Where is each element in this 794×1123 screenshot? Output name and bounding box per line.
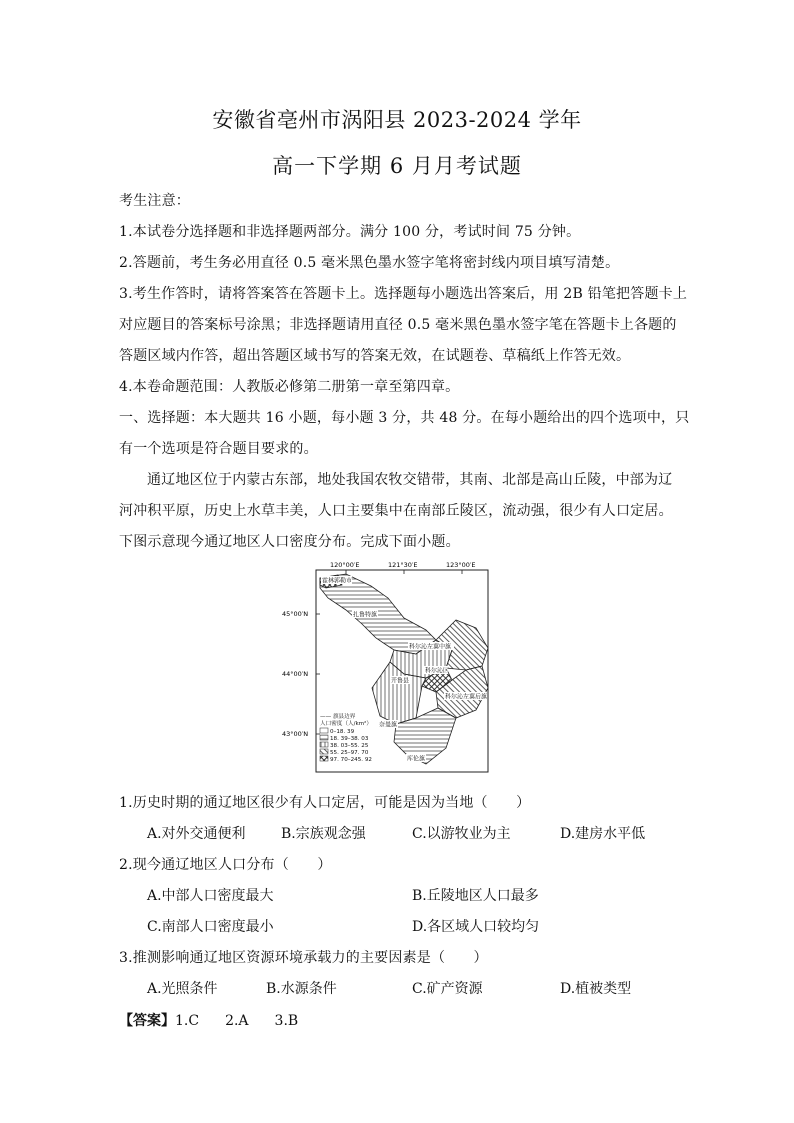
notice-item-3-line3: 答题区域内作答，超出答题区域书写的答案无效，在试题卷、草稿纸上作答无效。: [119, 348, 631, 364]
legend-boundary: —— 旗县边界: [320, 714, 356, 720]
legend-swatch: [320, 742, 328, 747]
question-3-option-d: D.植被类型: [560, 981, 632, 997]
place-label: 科尔沁左翼中旗: [409, 643, 452, 651]
passage-line1: 通辽地区位于内蒙古东部，地处我国农牧交错带，其南、北部是高山丘陵，中部为辽: [147, 472, 673, 488]
question-3-stem: 3.推测影响通辽地区资源环境承载力的主要因素是（ ）: [119, 950, 488, 966]
answer-2: 2.A: [225, 1013, 249, 1029]
passage-line2: 河冲积平原，历史上水草丰美，人口主要集中在南部丘陵区，流动强，很少有人口定居。: [119, 503, 673, 519]
answer-3: 3.B: [274, 1013, 299, 1029]
notice-item-4: 4.本卷命题范围：人教版必修第二册第一章至第四章。: [119, 379, 460, 395]
question-2-option-a: A.中部人口密度最大: [147, 888, 274, 904]
lat-label: 43°00′N: [282, 730, 309, 738]
place-label: 扎鲁特旗: [353, 611, 378, 619]
answer-1: 1.C: [175, 1013, 200, 1029]
legend-class: 38. 03–55. 25: [330, 743, 369, 749]
lon-label: 123°00′E: [446, 561, 476, 569]
page-title-line1: 安徽省亳州市涡阳县 2023-2024 学年: [212, 108, 582, 132]
place-label: 科尔沁左翼后旗: [445, 693, 488, 701]
lat-label: 44°00′N: [282, 670, 309, 678]
question-1-option-a: A.对外交通便利: [147, 826, 246, 842]
notice-heading: 考生注意：: [119, 193, 190, 209]
lon-label: 121°30′E: [388, 561, 418, 569]
place-label: 奈曼旗: [379, 721, 398, 729]
question-2-stem: 2.现今通辽地区人口分布（ ）: [119, 857, 332, 873]
place-label: 开鲁县: [391, 677, 410, 685]
legend-class: 0–18. 39: [330, 729, 355, 735]
page-title-line2: 高一下学期 6 月月考试题: [272, 154, 522, 178]
question-1-option-d: D.建房水平低: [560, 826, 646, 842]
legend-swatch: [320, 756, 328, 761]
legend-title: 人口密度（人/km²）: [320, 721, 372, 727]
legend-class: 55. 25–97. 70: [330, 750, 369, 756]
section-heading-line2: 有一个选项是符合题目要求的。: [119, 441, 318, 457]
question-1-option-b: B.宗族观念强: [281, 826, 366, 842]
question-2-option-c: C.南部人口密度最小: [147, 919, 274, 935]
legend-swatch: [320, 735, 328, 740]
population-density-map: [276, 558, 516, 776]
question-2-option-b: B.丘陵地区人口最多: [412, 888, 539, 904]
answer-label: 【答案】: [119, 1013, 175, 1029]
legend-swatch: [320, 749, 328, 754]
passage-line3: 下图示意现今通辽地区人口密度分布。完成下面小题。: [119, 534, 460, 550]
legend-class: 18. 39–38. 03: [330, 736, 369, 742]
lon-label: 120°00′E: [330, 561, 360, 569]
place-label: 霍林郭勒市: [322, 577, 353, 585]
place-label: 科尔沁区: [425, 667, 450, 675]
notice-item-3-line2: 对应题目的答案标号涂黑；非选择题请用直径 0.5 毫米黑色墨水签字笔在答题卡上各题的: [119, 317, 677, 333]
question-3-option-c: C.矿产资源: [412, 981, 483, 997]
place-label: 库伦旗: [407, 755, 426, 763]
notice-item-3-line1: 3.考生作答时，请将答案答在答题卡上。选择题每小题选出答案后，用 2B 铅笔把答题卡上: [119, 286, 688, 302]
question-3-option-a: A.光照条件: [147, 981, 218, 997]
question-3-option-b: B.水源条件: [266, 981, 337, 997]
question-1-option-c: C.以游牧业为主: [412, 826, 511, 842]
question-2-option-d: D.各区域人口较均匀: [412, 919, 540, 935]
legend-class: 97. 70–245. 92: [330, 757, 372, 763]
notice-item-1: 1.本试卷分选择题和非选择题两部分。满分 100 分，考试时间 75 分钟。: [119, 224, 581, 240]
notice-item-2: 2.答题前，考生务必用直径 0.5 毫米黑色墨水签字笔将密封线内项目填写清楚。: [119, 255, 620, 271]
lat-label: 45°00′N: [282, 610, 309, 618]
legend-swatch: [320, 728, 328, 733]
section-heading-line1: 一、选择题：本大题共 16 小题，每小题 3 分，共 48 分。在每小题给出的四个选项中，只: [119, 410, 690, 426]
answer-line: [119, 1010, 298, 1030]
question-1-stem: 1.历史时期的通辽地区很少有人口定居，可能是因为当地（ ）: [119, 795, 531, 811]
